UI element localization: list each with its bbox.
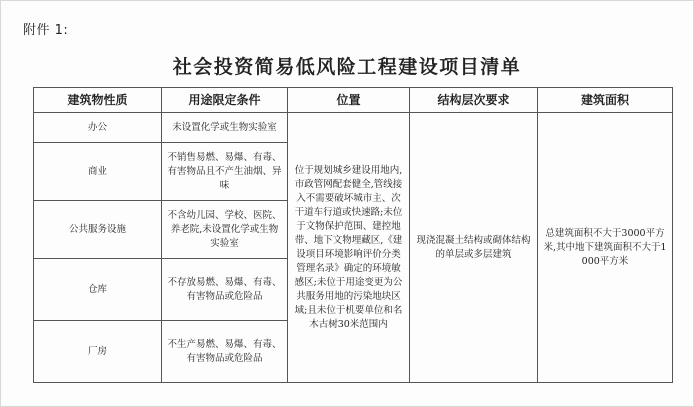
header-location: 位置 xyxy=(288,88,410,113)
header-area: 建筑面积 xyxy=(538,88,673,113)
header-nature: 建筑物性质 xyxy=(34,88,162,113)
row-nature: 办公 xyxy=(34,113,162,143)
row-condition: 不含幼儿园、学校、医院、养老院,未设置化学或生物实验室 xyxy=(162,201,288,259)
row-condition: 不销售易燃、易爆、有毒、有害物品且不产生油烟、异味 xyxy=(162,143,288,201)
table-header-row xyxy=(34,88,673,113)
structure-cell: 现浇混凝土结构或砌体结构的单层或多层建筑 xyxy=(410,113,538,383)
project-list-table xyxy=(33,87,673,383)
header-structure: 结构层次要求 xyxy=(410,88,538,113)
row-nature: 公共服务设施 xyxy=(34,201,162,259)
header-condition: 用途限定条件 xyxy=(162,88,288,113)
table-row xyxy=(34,113,673,143)
attachment-label: 附件 1: xyxy=(23,23,69,38)
row-condition: 不生产易燃、易爆、有毒、有害物品或危险品 xyxy=(162,321,288,383)
area-cell: 总建筑面积不大于3000平方米,其中地下建筑面积不大于1000平方米 xyxy=(538,113,673,383)
row-condition: 未设置化学或生物实验室 xyxy=(162,113,288,143)
row-condition: 不存放易燃、易爆、有毒、有害物品或危险品 xyxy=(162,259,288,321)
row-nature: 商业 xyxy=(34,143,162,201)
location-cell: 位于规划城乡建设用地内,市政管网配套健全,管线接入不需要破坏城市主、次干道车行道或快速路;未位于文物保护范围、建控地带、地下文物埋藏区,《建设项目环境影响评价分类管理名录》确定的环境敏感区;未位于用途变更为公共服务用地的污染地块区域;且未位于机要单位和名木古树30米范围内 xyxy=(288,113,410,383)
row-nature: 厂房 xyxy=(34,321,162,383)
page-title: 社会投资简易低风险工程建设项目清单 xyxy=(172,56,522,78)
row-nature: 仓库 xyxy=(34,259,162,321)
